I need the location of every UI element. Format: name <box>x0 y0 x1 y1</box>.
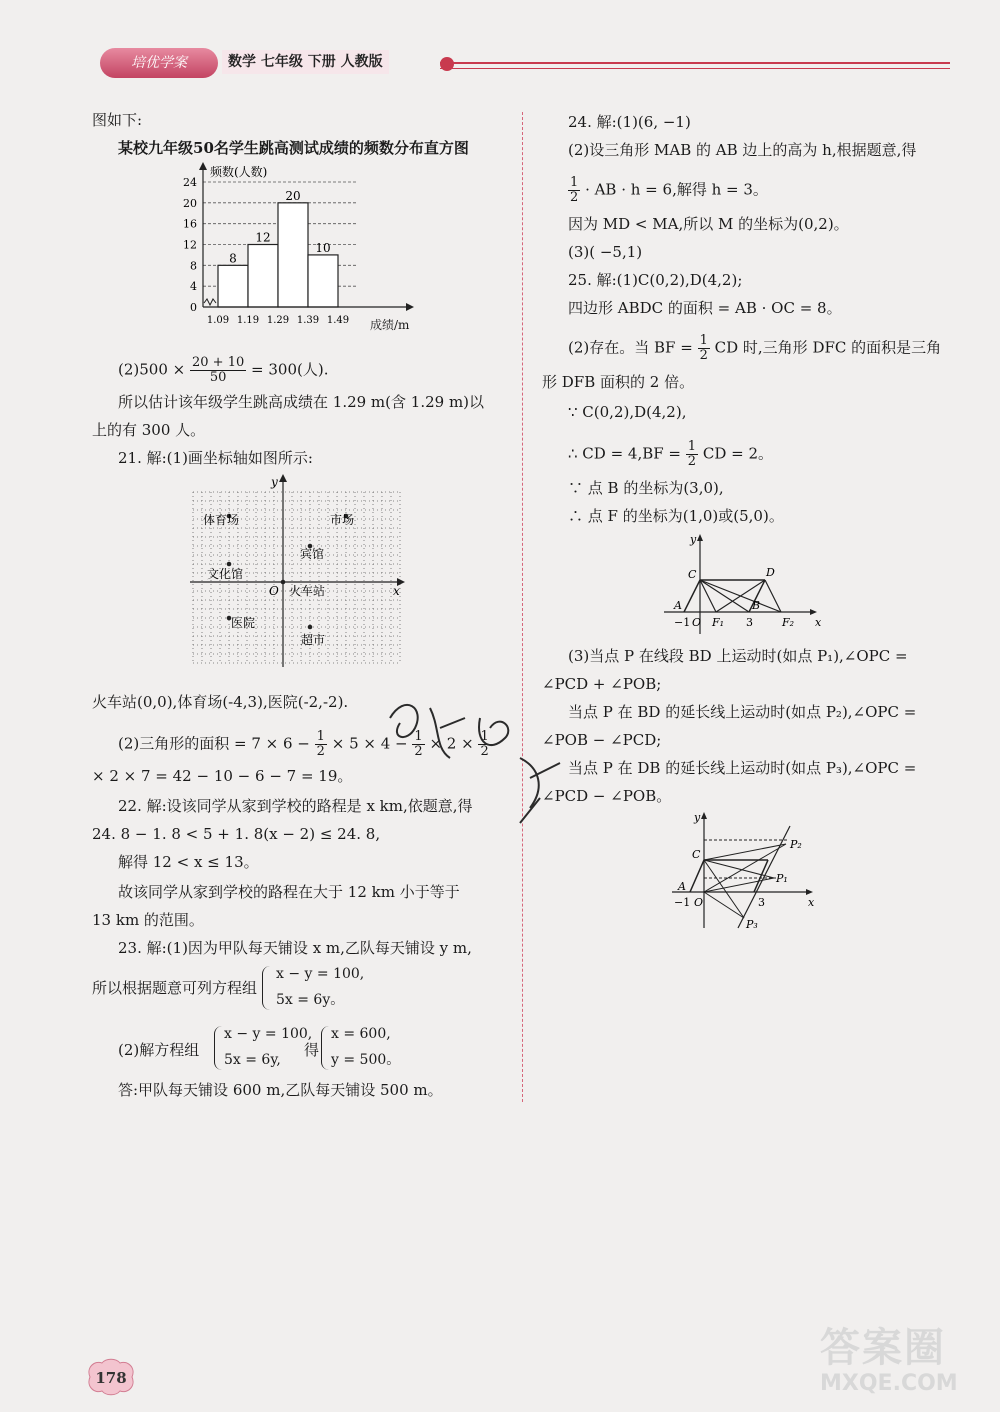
svg-text:B: B <box>752 599 761 612</box>
q21-part1: 21. 解:(1)画坐标轴如图所示: <box>118 449 313 467</box>
q20-part2: (2)500 × $\frac{20 + 10}{50}$ = 300(人). <box>118 355 329 385</box>
system1-eq1: x − y = 100, <box>276 966 365 982</box>
q23-answer: 答:甲队每天铺设 600 m,乙队每天铺设 500 m。 <box>118 1081 443 1099</box>
x-tick-label: 1.09 <box>206 315 230 326</box>
svg-text:3: 3 <box>758 896 765 909</box>
svg-text:D: D <box>766 566 775 579</box>
svg-text:C: C <box>688 568 697 581</box>
y-tick-label: 24 <box>183 176 197 189</box>
q25-part2-cont: 形 DFB 面积的 2 倍。 <box>542 373 695 391</box>
q25-part3-3b: ∠PCD − ∠POB。 <box>542 787 672 805</box>
y-tick-label: 16 <box>183 217 197 231</box>
histogram-bar <box>248 245 278 308</box>
q22-line5: 13 km 的范围。 <box>92 911 204 929</box>
x-tick-label: 1.49 <box>326 315 350 326</box>
system3-eq2: y = 500。 <box>331 1052 401 1068</box>
x-tick-label: 1.39 <box>296 315 320 326</box>
q25-because1: ∵ C(0,2),D(4,2), <box>568 403 687 421</box>
fig2-x-arrow-icon <box>806 889 813 895</box>
x-axis-label: 成绩/m <box>370 318 410 332</box>
label-market: 市场 <box>330 513 355 527</box>
q25-because2: ∵ 点 B 的坐标为(3,0), <box>568 479 724 497</box>
q25-therefore2: ∴ 点 F 的坐标为(1,0)或(5,0)。 <box>568 507 784 525</box>
q23-get: 得 <box>304 1041 320 1059</box>
label-hotel: 宾馆 <box>300 547 325 561</box>
svg-text:C: C <box>692 848 701 861</box>
figure-moving-point <box>668 810 828 935</box>
bar-value-label: 10 <box>315 240 331 255</box>
axis-break-icon <box>204 299 216 305</box>
brace-icon <box>262 966 275 1010</box>
x-tick-label: 1.29 <box>266 315 290 326</box>
q24-part2-eq: $\frac{1}{2}$ · AB · h = 6,解得 h = 3。 <box>570 175 768 205</box>
coordinate-map <box>185 472 410 672</box>
watermark: 答案圈 MXQE.COM <box>820 1325 958 1396</box>
q23-line1: 23. 解:(1)因为甲队每天铺设 x m,乙队每天铺设 y m, <box>118 939 472 957</box>
x-tick-label: 1.19 <box>236 315 260 326</box>
series-logo: 培优学案 <box>100 48 218 78</box>
label-origin: O <box>269 584 279 598</box>
page-number-badge <box>84 1358 138 1396</box>
histogram-bar <box>278 203 308 307</box>
q20-conclusion-1: 所以估计该年级学生跳高成绩在 1.29 m(含 1.29 m)以 <box>118 393 485 411</box>
fig2-y-arrow-icon <box>701 812 707 819</box>
intro-text: 图如下: <box>92 111 143 129</box>
svg-text:y: y <box>694 811 701 824</box>
label-supermarket: 超市 <box>301 633 326 647</box>
y-tick-label: 8 <box>190 259 197 273</box>
q24-part1: 24. 解:(1)(6, −1) <box>568 113 691 131</box>
q21-result: × 2 × 7 = 42 − 10 − 6 − 7 = 19。 <box>92 767 353 785</box>
q25-part3-3: 当点 P 在 DB 的延长线上运动时(如点 P₃),∠OPC = <box>568 759 917 777</box>
y-axis-label: 频数(人数) <box>210 165 268 179</box>
svg-text:A: A <box>678 880 686 893</box>
culture-hall-dot <box>227 562 232 567</box>
y-tick-label: 4 <box>190 280 197 294</box>
q23-line2: 所以根据题意可列方程组 <box>92 979 258 997</box>
supermarket-dot <box>308 625 313 630</box>
q23-line3: (2)解方程组 <box>118 1041 200 1059</box>
histogram-x-ticks <box>207 315 349 326</box>
q22-line3: 解得 12 < x ≤ 13。 <box>118 853 259 871</box>
x-axis-arrow-icon <box>406 303 414 311</box>
svg-text:x: x <box>808 896 815 909</box>
system3-eq1: x = 600, <box>331 1026 391 1042</box>
svg-text:3: 3 <box>746 616 753 629</box>
q25-part3-1b: ∠PCD + ∠POB; <box>542 675 662 693</box>
histogram-bar <box>218 265 248 307</box>
q21-coordinates: 火车站(0,0),体育场(-4,3),医院(-2,-2). <box>92 693 349 711</box>
figure-quadrilateral <box>660 532 830 637</box>
histogram-y-ticks <box>183 176 197 314</box>
column-divider <box>522 112 523 1102</box>
handwriting-scribble <box>370 688 570 828</box>
label-stadium: 体育场 <box>203 513 240 527</box>
svg-text:P₂: P₂ <box>790 838 802 851</box>
bar-value-label: 8 <box>229 251 237 266</box>
q24-part2-conclusion: 因为 MD < MA,所以 M 的坐标为(0,2)。 <box>568 215 849 233</box>
q25-part3-1: (3)当点 P 在线段 BD 上运动时(如点 P₁),∠OPC = <box>568 647 908 665</box>
bar-value-label: 12 <box>255 230 271 245</box>
q20-conclusion-2: 上的有 300 人。 <box>92 421 206 439</box>
header-rule-thin <box>440 68 950 69</box>
svg-text:x: x <box>815 616 822 629</box>
system2-eq1: x − y = 100, <box>224 1026 313 1042</box>
q25-part2: (2)存在。当 BF = $\frac{1}{2}$ CD 时,三角形 DFC 的面积是三角 <box>568 333 942 363</box>
svg-text:P₁: P₁ <box>776 872 788 885</box>
fig1-y-arrow-icon <box>697 534 703 541</box>
y-axis-arrow-icon <box>199 162 207 170</box>
label-hospital: 医院 <box>231 616 256 630</box>
svg-text:F₂: F₂ <box>782 616 795 629</box>
svg-text:A: A <box>674 599 682 612</box>
y-tick-label: 20 <box>183 196 197 210</box>
svg-text:−1: −1 <box>674 616 691 629</box>
histogram-title: 某校九年级50名学生跳高测试成绩的频数分布直方图 <box>118 139 469 157</box>
q21-part2: (2)三角形的面积 = 7 × 6 − $\frac{1}{2}$ × 5 × 4 − $\frac{1}{2}$ × 2 × $\frac{1}{2}$ <box>118 729 489 759</box>
q24-part2: (2)设三角形 MAB 的 AB 边上的高为 h,根据题意,得 <box>568 141 917 159</box>
label-culture-hall: 文化馆 <box>207 567 244 581</box>
svg-text:−1: −1 <box>674 896 691 909</box>
svg-text:y: y <box>690 533 697 546</box>
label-y: y <box>271 475 278 489</box>
q25-part1: 25. 解:(1)C(0,2),D(4,2); <box>568 271 743 289</box>
q25-therefore1: ∴ CD = 4,BF = $\frac{1}{2}$ CD = 2。 <box>568 439 773 469</box>
y-tick-label: 0 <box>190 301 197 314</box>
q25-area: 四边形 ABDC 的面积 = AB · OC = 8。 <box>568 299 842 317</box>
histogram-chart <box>168 162 428 332</box>
bar-value-label: 20 <box>285 188 301 203</box>
histogram-bars <box>218 189 338 307</box>
book-title: 数学 七年级 下册 人教版 <box>222 50 389 74</box>
y-tick-label: 12 <box>183 238 197 252</box>
q25-part3-2b: ∠POB − ∠PCD; <box>542 731 662 749</box>
station-dot <box>281 580 286 585</box>
label-station: 火车站 <box>289 584 326 598</box>
header-rule <box>440 62 950 64</box>
system1-eq2: 5x = 6y。 <box>276 992 345 1008</box>
label-x: x <box>393 584 400 598</box>
svg-text:F₁: F₁ <box>712 616 725 629</box>
q25-part3-2: 当点 P 在 BD 的延长线上运动时(如点 P₂),∠OPC = <box>568 703 917 721</box>
q22-line1: 22. 解:设该同学从家到学校的路程是 x km,依题意,得 <box>118 797 473 815</box>
q24-part3: (3)( −5,1) <box>568 243 643 261</box>
q22-line2: 24. 8 − 1. 8 < 5 + 1. 8(x − 2) ≤ 24. 8, <box>92 825 381 843</box>
fig1-x-arrow-icon <box>810 609 817 615</box>
svg-text:O: O <box>694 896 704 909</box>
page-number: 178 <box>95 1369 127 1387</box>
q22-line4: 故该同学从家到学校的路程在大于 12 km 小于等于 <box>118 883 460 901</box>
svg-text:O: O <box>692 616 702 629</box>
svg-text:P₃: P₃ <box>746 918 758 931</box>
header-dot-icon <box>440 57 454 71</box>
system2-eq2: 5x = 6y, <box>224 1052 281 1068</box>
map-y-arrow-icon <box>279 474 287 482</box>
histogram-bar <box>308 255 338 307</box>
